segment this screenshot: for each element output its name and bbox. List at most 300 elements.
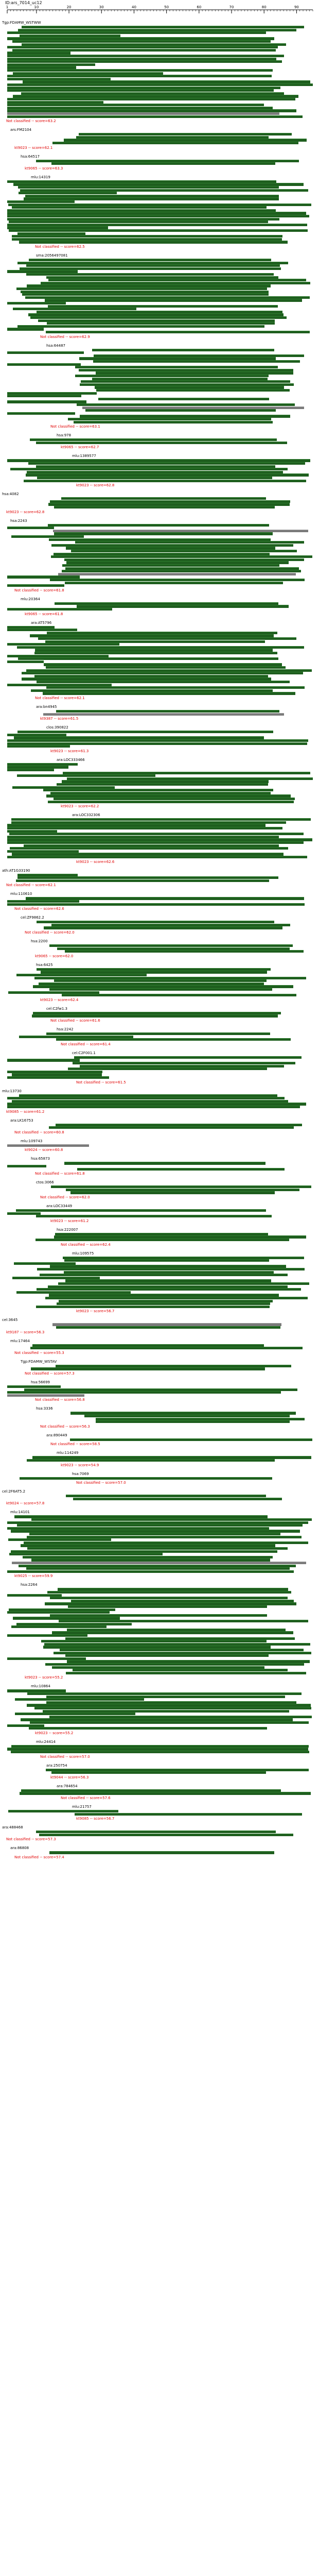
- alignment-bar: [16, 879, 269, 882]
- group-title: cel:C2F001.1: [72, 1050, 96, 1055]
- alignment-bar: [68, 1605, 267, 1608]
- alignment-bar: [20, 267, 281, 270]
- alignment-bar: [7, 643, 119, 646]
- alignment-bar: [7, 302, 66, 304]
- alignment-bar: [7, 1212, 41, 1215]
- alignment-bar: [62, 994, 296, 996]
- alignment-bar: [59, 1300, 273, 1302]
- alignment-bar: [73, 1669, 288, 1671]
- alignment-bar: [58, 1282, 310, 1285]
- alignment-bar: [7, 400, 86, 403]
- group-classification: Not classified -- score=62.9: [40, 334, 90, 339]
- alignment-bar: [73, 1498, 282, 1500]
- alignment-bar: [37, 681, 290, 683]
- group-title: hsa:64517: [21, 154, 40, 159]
- alignment-bar: [36, 1831, 276, 1833]
- alignment-bar: [26, 897, 304, 900]
- alignment-bar: [59, 1620, 308, 1622]
- alignment-bar: [41, 971, 267, 973]
- group-title: hsa:2242: [57, 1027, 74, 1031]
- alignment-bar: [79, 357, 276, 360]
- group-classification: kt9023 -- score=62.4: [40, 997, 79, 1002]
- alignment-bar: [46, 794, 291, 797]
- group-title: Tgp:FDAMW_WSTWW: [2, 21, 41, 25]
- alignment-bar: [7, 78, 111, 80]
- alignment-bar: [11, 1751, 309, 1753]
- alignment-bar: [9, 229, 308, 232]
- alignment-bar: [22, 293, 269, 296]
- alignment-bar: [55, 602, 278, 605]
- alignment-bar: [19, 1094, 277, 1097]
- group-title: ara:LOC332306: [72, 813, 100, 818]
- alignment-bar: [21, 291, 269, 293]
- alignment-bar: [17, 874, 77, 876]
- alignment-bar: [70, 1191, 275, 1194]
- group-title: cel:C2fw1.3: [46, 1006, 67, 1011]
- group-classification: Not classified -- score=62.6: [14, 907, 64, 911]
- alignment-bar: [7, 1071, 102, 1073]
- alignment-bar: [49, 1851, 275, 1854]
- ruler-tick-label: 80: [261, 5, 267, 9]
- group-title: mlu:109575: [72, 1251, 94, 1256]
- alignment-bar: [20, 35, 120, 37]
- alignment-bar: [52, 1323, 281, 1326]
- alignment-bar: [46, 1769, 309, 1771]
- alignment-bar: [77, 403, 295, 406]
- group-classification: kt9023 -- score=62.2: [61, 804, 99, 809]
- group-classification: kt9023 -- score=55.2: [25, 1675, 63, 1680]
- alignment-bar: [7, 763, 78, 766]
- alignment-bar: [37, 968, 271, 971]
- alignment-bar: [7, 1144, 89, 1147]
- group-classification: Not classified -- score=57.6: [61, 1796, 111, 1800]
- alignment-bar: [7, 226, 108, 229]
- alignment-bar: [23, 80, 310, 83]
- group-title: mlu:110610: [10, 892, 32, 896]
- alignment-bar: [58, 1588, 288, 1590]
- alignment-bar: [48, 1285, 288, 1288]
- group-classification: kt9024 -- score=57.8: [6, 1501, 45, 1506]
- alignment-bar: [25, 296, 310, 299]
- alignment-bar: [50, 579, 305, 581]
- alignment-bar: [54, 553, 270, 555]
- alignment-bar: [62, 564, 279, 567]
- ruler-tick-label: 60: [197, 5, 202, 9]
- alignment-bar: [22, 677, 271, 680]
- alignment-bar: [30, 634, 274, 637]
- alignment-bar: [29, 259, 272, 261]
- alignment-bar: [12, 49, 275, 52]
- alignment-bar: [48, 305, 278, 308]
- alignment-bar: [62, 780, 269, 783]
- alignment-bar: [7, 1748, 308, 1750]
- alignment-bar: [36, 1239, 289, 1241]
- alignment-bar: [12, 1562, 306, 1564]
- alignment-bar: [37, 1288, 301, 1291]
- alignment-bar: [7, 31, 266, 34]
- alignment-bar: [51, 544, 294, 547]
- alignment-bar: [65, 950, 304, 953]
- alignment-bar: [56, 1326, 280, 1329]
- alignment-bar: [7, 392, 97, 395]
- alignment-bar: [53, 530, 309, 532]
- alignment-bar: [7, 412, 75, 415]
- alignment-bar: [74, 421, 273, 423]
- alignment-bar: [11, 1530, 300, 1532]
- alignment-bar: [79, 133, 292, 135]
- alignment-bar: [7, 838, 312, 841]
- group-classification: kt9085 -- score=61.2: [6, 1109, 45, 1114]
- alignment-bar: [14, 1262, 76, 1265]
- alignment-bar: [34, 977, 306, 979]
- alignment-bar: [14, 1515, 268, 1518]
- alignment-bar: [7, 856, 307, 858]
- alignment-bar: [75, 541, 304, 544]
- ruler-tick-label: 40: [131, 5, 136, 9]
- alignment-bar: [22, 672, 303, 674]
- alignment-bar: [30, 1721, 309, 1724]
- alignment-bar: [50, 1614, 267, 1617]
- alignment-bar: [49, 988, 272, 991]
- alignment-bar: [55, 1233, 268, 1235]
- alignment-bar: [34, 652, 277, 654]
- alignment-bar: [73, 1062, 295, 1064]
- alignment-bar: [16, 1623, 132, 1625]
- alignment-bar: [93, 360, 300, 363]
- alignment-bar: [46, 686, 305, 689]
- alignment-bar: [21, 1544, 275, 1547]
- alignment-bar: [49, 1294, 279, 1296]
- alignment-bar: [65, 567, 299, 570]
- alignment-bar: [48, 801, 294, 803]
- alignment-bar: [50, 1265, 286, 1267]
- alignment-bar: [7, 1097, 285, 1099]
- alignment-bar: [17, 646, 304, 649]
- alignment-bar: [13, 308, 137, 310]
- group-title: hsa:4082: [2, 492, 19, 497]
- alignment-bar: [13, 95, 298, 97]
- group-classification: Not classified -- score=58.5: [50, 1442, 100, 1447]
- ruler-tick-label: 20: [66, 5, 72, 9]
- alignment-bar: [7, 830, 57, 833]
- alignment-bar: [20, 189, 308, 192]
- group-classification: Not classified -- score=62.1: [35, 696, 85, 700]
- alignment-bar: [17, 325, 264, 328]
- alignment-bar: [43, 1710, 289, 1713]
- alignment-bar: [8, 1810, 118, 1812]
- alignment-bar: [7, 200, 75, 203]
- alignment-bar: [7, 115, 303, 118]
- alignment-bar: [9, 1608, 116, 1611]
- alignment-bar: [7, 87, 280, 89]
- group-title: ara:bn4945: [36, 705, 57, 709]
- alignment-bar: [46, 1032, 270, 1035]
- alignment-bar: [52, 1666, 264, 1669]
- alignment-bar: [17, 1524, 303, 1527]
- alignment-bar: [11, 1550, 278, 1553]
- alignment-bar: [12, 40, 271, 43]
- alignment-bar: [54, 798, 294, 800]
- alignment-bar: [7, 1594, 62, 1597]
- alignment-bar: [61, 497, 266, 500]
- group-title: mlu:10864: [31, 1684, 50, 1689]
- alignment-bar: [32, 1014, 278, 1017]
- alignment-bar: [31, 1558, 270, 1561]
- alignment-bar: [47, 632, 277, 634]
- group-title: hsa:64487: [46, 343, 65, 348]
- group-classification: kt9387 -- score=61.5: [40, 717, 79, 721]
- alignment-bar: [56, 1038, 291, 1041]
- alignment-bar: [51, 1771, 266, 1774]
- alignment-bar: [80, 1065, 283, 1067]
- alignment-bar: [66, 561, 289, 564]
- alignment-bar: [7, 745, 70, 748]
- alignment-bar: [26, 473, 308, 476]
- alignment-bar: [31, 689, 273, 692]
- alignment-bar: [7, 660, 44, 663]
- group-classification: Not classified -- score=57.4: [14, 1855, 64, 1859]
- alignment-bar: [30, 438, 277, 441]
- group-title: mlu:20364: [21, 597, 40, 601]
- alignment-bar: [7, 608, 112, 611]
- group-title: ara:LOC33449: [46, 1204, 73, 1208]
- alignment-bar: [7, 626, 55, 629]
- alignment-bar: [37, 1268, 305, 1270]
- alignment-bar: [29, 1727, 267, 1730]
- alignment-bar: [26, 669, 312, 672]
- alignment-bar: [35, 649, 273, 651]
- alignment-bar: [48, 503, 290, 505]
- alignment-bar: [43, 692, 295, 694]
- alignment-bar: [7, 89, 274, 92]
- alignment-bar: [45, 299, 302, 301]
- alignment-bar: [68, 1067, 267, 1070]
- group-title: ctos:3066: [36, 1180, 54, 1185]
- alignment-bar: [84, 1415, 290, 1417]
- alignment-bar: [57, 783, 268, 786]
- alignment-bar: [10, 847, 288, 850]
- alignment-bar: [7, 328, 44, 330]
- alignment-bar: [7, 69, 273, 72]
- alignment-bar: [13, 1617, 120, 1619]
- group-classification: Not classified -- score=61.8: [35, 1172, 85, 1176]
- group-title: mlu:14319: [31, 175, 50, 179]
- alignment-bar: [7, 215, 309, 217]
- alignment-bar: [45, 1663, 305, 1666]
- alignment-bar: [56, 710, 279, 713]
- alignment-bar: [41, 1640, 267, 1642]
- position-ruler: [0, 0, 319, 21]
- alignment-bar: [7, 1634, 87, 1637]
- alignment-bar: [70, 1412, 296, 1414]
- alignment-bar: [38, 319, 275, 322]
- alignment-bar: [7, 224, 307, 226]
- group-classification: kt9025 -- score=59.9: [14, 1574, 53, 1579]
- alignment-bar: [7, 1103, 306, 1105]
- alignment-bar: [37, 311, 282, 313]
- group-classification: Not classified -- score=62.4: [61, 1242, 111, 1247]
- group-classification: Not classified -- score=61.4: [61, 1042, 111, 1046]
- alignment-bar: [65, 1637, 295, 1640]
- alignment-bar: [64, 1162, 265, 1164]
- group-title: ara:488468: [2, 1825, 23, 1830]
- alignment-bar: [67, 777, 313, 780]
- alignment-bar: [95, 386, 284, 388]
- alignment-bar: [52, 1631, 293, 1634]
- alignment-bar: [33, 985, 293, 988]
- alignment-bar: [96, 371, 294, 374]
- alignment-bar: [27, 1547, 288, 1550]
- alignment-bar: [54, 532, 272, 535]
- group-title: mlu:13730: [2, 1089, 22, 1093]
- group-title: mlu:17464: [10, 1338, 30, 1343]
- alignment-bar: [51, 924, 291, 926]
- ruler-tick-label: 50: [164, 5, 169, 9]
- group-title: cel:3645: [2, 1318, 18, 1323]
- group-title: ara:250754: [46, 1763, 67, 1768]
- alignment-bar: [77, 605, 289, 607]
- group-title: ath:AT1G33190: [2, 868, 30, 873]
- alignment-bar: [7, 1527, 269, 1530]
- group-title: cel:2F6AT5.2: [2, 1489, 26, 1494]
- alignment-bar: [60, 1649, 304, 1651]
- alignment-bar: [11, 818, 311, 821]
- alignment-bar: [7, 1165, 46, 1167]
- ruler-tick-label: 30: [99, 5, 104, 9]
- group-classification: Not classified -- score=61.6: [50, 1019, 100, 1023]
- alignment-bar: [40, 1274, 288, 1276]
- alignment-bar: [7, 46, 278, 48]
- alignment-bar: [7, 1076, 109, 1079]
- alignment-bar: [7, 739, 308, 742]
- alignment-bar: [10, 468, 288, 470]
- alignment-bar: [7, 107, 273, 109]
- group-classification: kt9065 -- score=62.7: [61, 445, 99, 450]
- group-title: ara:LK16753: [10, 1118, 33, 1123]
- alignment-bar: [7, 218, 279, 221]
- alignment-bar: [48, 524, 269, 527]
- alignment-bar: [30, 316, 287, 319]
- group-title: clos:390822: [46, 725, 68, 730]
- alignment-bar: [7, 1391, 281, 1394]
- alignment-bar: [7, 824, 265, 826]
- alignment-bar: [65, 1654, 269, 1657]
- alignment-bar: [62, 570, 301, 572]
- alignment-bar: [47, 322, 275, 325]
- alignment-bar: [7, 459, 310, 462]
- alignment-bar: [79, 369, 294, 371]
- alignment-bar: [49, 1716, 312, 1718]
- alignment-bar: [49, 538, 271, 541]
- group-title: ara:LOC333466: [57, 757, 85, 762]
- alignment-bar: [11, 821, 287, 824]
- alignment-bar: [81, 380, 290, 383]
- alignment-bar: [57, 947, 290, 950]
- alignment-bar: [45, 1602, 297, 1605]
- alignment-bar: [12, 1100, 289, 1103]
- alignment-bar: [7, 1689, 66, 1692]
- alignment-bar: [74, 1056, 302, 1059]
- alignment-bar: [37, 921, 274, 923]
- alignment-bar: [77, 1168, 285, 1171]
- alignment-bar: [64, 558, 305, 561]
- alignment-bar: [7, 75, 272, 77]
- alignment-bar: [96, 389, 290, 392]
- alignment-bar: [7, 1385, 61, 1388]
- alignment-bar: [38, 637, 296, 640]
- alignment-bar: [68, 418, 271, 420]
- alignment-bar: [18, 186, 279, 189]
- alignment-bar: [47, 1591, 291, 1594]
- alignment-bar: [29, 1533, 280, 1535]
- alignment-bar: [15, 1698, 144, 1701]
- group-title: hsa:65873: [31, 1157, 50, 1161]
- alignment-bar: [36, 465, 275, 468]
- alignment-bar: [51, 1185, 311, 1188]
- group-classification: Not classified -- score=62.5: [35, 245, 85, 249]
- alignment-bar: [32, 1344, 264, 1347]
- alignment-bar: [7, 850, 79, 853]
- alignment-bar: [7, 575, 80, 578]
- alignment-bar: [27, 1704, 311, 1706]
- alignment-bar: [7, 527, 54, 529]
- alignment-bar: [80, 415, 291, 417]
- alignment-bar: [7, 584, 64, 587]
- group-title: hsa:56699: [31, 1380, 50, 1384]
- ruler-tick-label: 1: [6, 5, 9, 9]
- alignment-bar: [7, 58, 276, 60]
- group-classification: kt9023 -- score=62.8: [6, 510, 45, 514]
- alignment-bar: [56, 1124, 302, 1126]
- alignment-bar: [43, 789, 273, 791]
- group-title: ara:AT5796: [31, 620, 52, 625]
- group-classification: kt9023 -- score=61.3: [50, 749, 89, 753]
- alignment-bar: [21, 1789, 281, 1792]
- alignment-bar: [41, 282, 310, 284]
- alignment-bar: [7, 363, 81, 366]
- alignment-bar: [20, 1477, 272, 1480]
- alignment-bar: [51, 162, 275, 165]
- alignment-bar: [54, 1235, 306, 1238]
- alignment-bar: [36, 1306, 270, 1308]
- alignment-bar: [24, 197, 279, 200]
- alignment-bar: [96, 1418, 305, 1420]
- group-title: mlu:14101: [10, 1510, 30, 1515]
- group-classification: kt9187 -- score=56.3: [6, 1330, 45, 1334]
- group-title: ars:FM2104: [10, 128, 32, 132]
- alignment-bar: [24, 1388, 298, 1391]
- alignment-bar: [7, 1521, 308, 1524]
- alignment-bar: [12, 235, 282, 238]
- alignment-bar: [7, 766, 68, 768]
- alignment-bar: [51, 555, 313, 558]
- alignment-bar: [11, 535, 84, 538]
- alignment-bar: [16, 287, 268, 290]
- alignment-bar: [44, 663, 282, 666]
- alignment-bar: [19, 1036, 133, 1038]
- group-classification: Not classified -- score=56.8: [35, 1398, 85, 1402]
- alignment-bar: [12, 206, 267, 209]
- group-title: hsa:2243: [10, 518, 27, 523]
- alignment-bar: [7, 1394, 84, 1397]
- alignment-bar: [28, 313, 283, 316]
- alignment-bar: [13, 72, 163, 75]
- alignment-bar: [9, 221, 268, 223]
- group-title: hsa:7069: [72, 1471, 89, 1476]
- alignment-bar: [50, 792, 271, 794]
- group-classification: kt9023 -- score=62.8: [76, 483, 115, 488]
- alignment-bar: [76, 136, 269, 139]
